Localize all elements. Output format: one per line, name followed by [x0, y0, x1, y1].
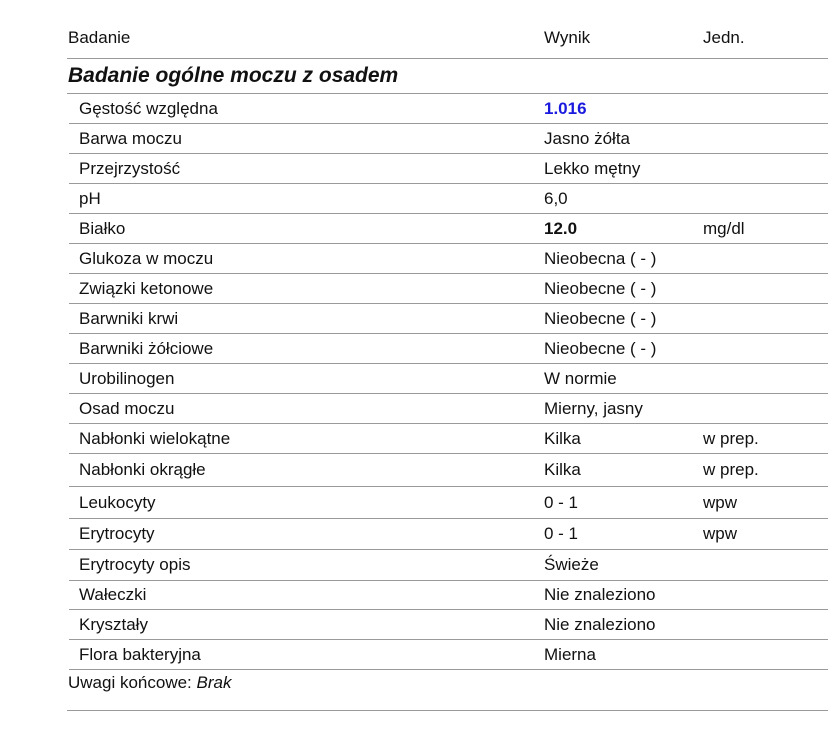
row-result-value: Mierna	[544, 644, 596, 664]
table-row	[69, 304, 828, 334]
row-result-value: 1.016	[544, 98, 587, 118]
row-test-name: Białko	[79, 218, 126, 238]
row-unit: mg/dl	[703, 218, 745, 238]
table-row	[69, 274, 828, 304]
table-row	[69, 550, 828, 581]
table-row	[69, 214, 828, 244]
row-test-name: Nabłonki wielokątne	[79, 428, 231, 448]
row-test-name: Barwa moczu	[79, 128, 182, 148]
section-title: Badanie ogólne moczu z osadem	[67, 59, 828, 94]
row-result-value: Kilka	[544, 460, 581, 479]
table-row	[69, 640, 828, 670]
table-row	[69, 334, 828, 364]
row-test-name: Wałeczki	[79, 585, 147, 604]
table-row	[69, 519, 828, 550]
table-row	[69, 424, 828, 454]
table-row	[69, 394, 828, 424]
row-result-value: Świeże	[544, 555, 599, 574]
row-unit: w prep.	[703, 428, 759, 448]
row-result-value: W normie	[544, 368, 617, 388]
row-test-name: pH	[79, 188, 101, 208]
row-test-name: Przejrzystość	[79, 158, 181, 178]
header-result: Wynik	[544, 28, 591, 47]
table-row	[69, 581, 828, 610]
row-result-value: 12.0	[544, 218, 578, 238]
row-test-name: Osad moczu	[79, 398, 175, 418]
row-result-value: Nie znaleziono	[544, 585, 656, 604]
table-row	[69, 364, 828, 394]
row-test-name: Glukoza w moczu	[79, 248, 214, 268]
row-unit: w prep.	[703, 460, 759, 479]
row-result-value: 0 - 1	[544, 492, 579, 512]
table-row	[69, 184, 828, 214]
row-test-name: Barwniki żółciowe	[79, 338, 214, 358]
table-row	[69, 124, 828, 154]
header-unit: Jedn.	[703, 28, 745, 47]
row-result-value: Mierny, jasny	[544, 398, 643, 418]
notes-label: Uwagi końcowe:	[68, 673, 192, 692]
table-row	[69, 244, 828, 274]
row-result-value: Nieobecna ( - )	[544, 248, 657, 268]
row-unit: wpw	[703, 524, 738, 543]
row-test-name: Leukocyty	[79, 492, 156, 512]
row-unit: wpw	[703, 492, 738, 512]
row-test-name: Związki ketonowe	[79, 278, 214, 298]
row-test-name: Erytrocyty	[79, 524, 155, 543]
header-test: Badanie	[68, 28, 131, 47]
table-row	[69, 154, 828, 184]
notes-value: Brak	[196, 673, 232, 692]
bottom-divider	[67, 710, 828, 711]
row-result-value: Lekko mętny	[544, 158, 641, 178]
row-result-value: 6,0	[544, 188, 568, 208]
results-table	[69, 94, 828, 670]
table-row	[69, 454, 828, 487]
row-result-value: Nieobecne ( - )	[544, 308, 657, 328]
row-test-name: Nabłonki okrągłe	[79, 460, 206, 479]
row-result-value: Nie znaleziono	[544, 614, 656, 634]
row-test-name: Flora bakteryjna	[79, 644, 201, 664]
row-result-value: Kilka	[544, 428, 581, 448]
row-test-name: Erytrocyty opis	[79, 555, 191, 574]
table-row	[69, 487, 828, 519]
table-row	[69, 94, 828, 124]
row-test-name: Gęstość względna	[79, 98, 218, 118]
row-result-value: Nieobecne ( - )	[544, 338, 657, 358]
row-result-value: Jasno żółta	[544, 128, 630, 148]
row-test-name: Urobilinogen	[79, 368, 175, 388]
row-test-name: Kryształy	[79, 614, 148, 634]
row-result-value: 0 - 1	[544, 524, 579, 543]
table-header	[67, 24, 828, 59]
final-notes	[68, 673, 231, 693]
row-test-name: Barwniki krwi	[79, 308, 179, 328]
table-row	[69, 610, 828, 640]
lab-report	[67, 24, 828, 670]
row-result-value: Nieobecne ( - )	[544, 278, 657, 298]
